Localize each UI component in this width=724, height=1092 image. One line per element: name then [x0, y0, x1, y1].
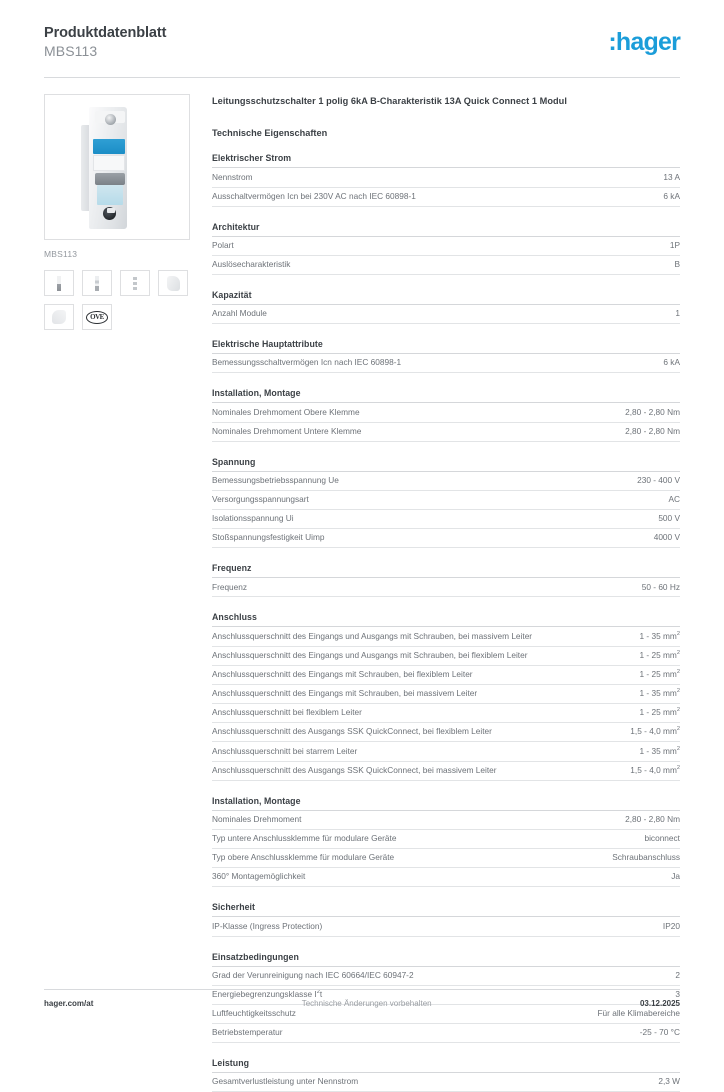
product-heading: Leitungsschutzschalter 1 polig 6kA B-Charakteristik 13A Quick Connect 1 Modul	[212, 96, 567, 107]
spec-value: 1	[675, 308, 680, 319]
spec-row	[212, 742, 680, 761]
spec-label: Anschlussquerschnitt des Ausgangs SSK QuickConnect, bei massivem Leiter	[212, 764, 497, 775]
spec-row	[212, 491, 680, 510]
spec-row	[212, 403, 680, 422]
spec-label: Anschlussquerschnitt bei starrem Leiter	[212, 745, 358, 756]
spec-row	[212, 472, 680, 491]
spec-value: 1P	[669, 239, 680, 250]
spec-value: 500 V	[658, 513, 680, 524]
spec-section-title: Sicherheit	[212, 902, 680, 917]
breaker-side-icon	[95, 276, 99, 291]
spec-label: Nominales Drehmoment Untere Klemme	[212, 425, 362, 436]
spec-section-title: Einsatzbedingungen	[212, 952, 680, 967]
spec-row	[212, 849, 680, 868]
spec-value: Ja	[671, 871, 680, 882]
spec-row	[212, 1024, 680, 1043]
spec-value: 230 - 400 V	[637, 474, 680, 485]
spec-row	[212, 868, 680, 887]
spec-row	[212, 685, 680, 704]
spec-value: 1 - 35 $mm^2$	[639, 630, 680, 641]
title-block	[44, 24, 166, 60]
spec-row	[212, 168, 680, 187]
spec-value: 3	[675, 988, 680, 999]
spec-section-title: Frequenz	[212, 563, 680, 578]
spec-label: Typ untere Anschlussklemme für modulare Geräte	[212, 833, 397, 844]
spec-section-title: Spannung	[212, 457, 680, 472]
spec-label: Typ obere Anschlussklemme für modulare Geräte	[212, 852, 395, 863]
thumb-product-dimensions[interactable]	[120, 270, 150, 296]
breaker-angle2-icon	[52, 310, 66, 324]
spec-value: AC	[668, 494, 680, 505]
spec-row	[212, 666, 680, 685]
spec-row	[212, 354, 680, 373]
spec-row	[212, 811, 680, 830]
thumb-product-front[interactable]	[44, 270, 74, 296]
footer-disclaimer: Technische Änderungen vorbehalten	[301, 999, 432, 1008]
spec-value: 1 - 25 $mm^2$	[639, 649, 680, 660]
spec-row	[212, 647, 680, 666]
spec-row	[212, 723, 680, 742]
spec-section	[212, 339, 680, 373]
spec-row	[212, 967, 680, 986]
spec-section	[212, 1058, 680, 1092]
spec-value: -25 - 70 °C	[639, 1027, 680, 1038]
thumb-product-angle-2[interactable]	[44, 304, 74, 330]
spec-row	[212, 188, 680, 207]
spec-value: 2,80 - 2,80 Nm	[625, 425, 680, 436]
spec-section	[212, 222, 680, 275]
thumb-product-side[interactable]	[82, 270, 112, 296]
spec-label: Grad der Verunreinigung nach IEC 60664/IEC 60947-2	[212, 969, 414, 980]
spec-section-title: Architektur	[212, 222, 680, 237]
thumb-product-angle[interactable]	[158, 270, 188, 296]
spec-row	[212, 830, 680, 849]
spec-row	[212, 627, 680, 646]
specification-sections	[212, 153, 680, 1092]
spec-label: Anschlussquerschnitt des Eingangs und Ausgangs mit Schrauben, bei massivem Leiter	[212, 630, 533, 641]
spec-value: 1 - 25 $mm^2$	[639, 668, 680, 679]
footer-date: 03.12.2025	[639, 999, 680, 1008]
spec-value: 1 - 35 $mm^2$	[639, 688, 680, 699]
spec-row	[212, 704, 680, 723]
technical-properties-title: Technische Eigenschaften	[212, 128, 328, 139]
spec-row	[212, 305, 680, 324]
spec-row	[212, 1073, 680, 1092]
spec-label: Energiebegrenzungsklasse $I^2t$	[212, 988, 323, 999]
spec-label: Betriebstemperatur	[212, 1027, 283, 1038]
spec-section	[212, 796, 680, 888]
spec-row	[212, 256, 680, 275]
page-body	[44, 78, 680, 1092]
spec-label: IP-Klasse (Ingress Protection)	[212, 920, 323, 931]
spec-label: Nominales Drehmoment Obere Klemme	[212, 406, 360, 417]
spec-row	[212, 423, 680, 442]
thumbnail-gallery	[44, 270, 194, 330]
product-media-column	[44, 94, 190, 330]
product-reference: MBS113	[44, 42, 98, 59]
spec-section-title: Installation, Montage	[212, 388, 680, 403]
spec-section	[212, 902, 680, 936]
spec-section-title: Elektrischer Strom	[212, 153, 680, 168]
spec-row	[212, 917, 680, 936]
spec-value: 2	[675, 969, 680, 980]
spec-section	[212, 457, 680, 549]
spec-label: Bemessungsschaltvermögen Icn nach IEC 60898-1	[212, 357, 402, 368]
spec-label: Anschlussquerschnitt des Eingangs und Ausgangs mit Schrauben, bei flexiblem Leiter	[212, 649, 528, 660]
spec-section	[212, 153, 680, 206]
breaker-front-icon	[57, 276, 61, 291]
product-image-caption: MBS113	[44, 249, 78, 260]
spec-row	[212, 510, 680, 529]
spec-value: Für alle Klimabereiche	[597, 1008, 680, 1019]
breaker-toggle-lever	[95, 173, 125, 185]
spec-value: 50 - 60 Hz	[641, 581, 680, 592]
spec-row	[212, 762, 680, 781]
spec-value: 6 kA	[663, 357, 680, 368]
spec-label: Anschlussquerschnitt des Eingangs mit Schrauben, bei flexiblem Leiter	[212, 668, 473, 679]
spec-label: Anschlussquerschnitt des Eingangs mit Schrauben, bei massivem Leiter	[212, 688, 478, 699]
footer-website-link[interactable]: hager.com/at	[44, 999, 94, 1008]
spec-label: Isolationsspannung Ui	[212, 513, 294, 524]
spec-value: 4000 V	[653, 532, 680, 543]
thumb-certification-ove[interactable]	[82, 304, 112, 330]
spec-label: Nominales Drehmoment	[212, 813, 302, 824]
spec-label: Versorgungsspannungsart	[212, 494, 309, 505]
spec-value: 1 - 35 $mm^2$	[639, 745, 680, 756]
spec-label: Luftfeuchtigkeitsschutz	[212, 1008, 296, 1019]
product-image[interactable]	[44, 94, 190, 240]
spec-value: 6 kA	[663, 190, 680, 201]
spec-label: Ausschaltvermögen Icn bei 230V AC nach IEC 60898-1	[212, 190, 416, 201]
spec-label: Gesamtverlustleistung unter Nennstrom	[212, 1076, 359, 1087]
spec-label: Anschlussquerschnitt bei flexiblem Leiter	[212, 707, 362, 718]
spec-value: Schraubanschluss	[612, 852, 680, 863]
breaker-rating-label	[93, 155, 125, 171]
breaker-window	[97, 185, 123, 205]
spec-row	[212, 529, 680, 548]
page-title: Produktdatenblatt	[44, 25, 167, 41]
spec-row	[212, 237, 680, 256]
spec-section-title: Kapazität	[212, 290, 680, 305]
ove-mark-icon: OVE	[86, 311, 108, 324]
dimension-dots-icon	[133, 277, 137, 290]
spec-section-title: Installation, Montage	[212, 796, 680, 811]
spec-value: 2,80 - 2,80 Nm	[625, 406, 680, 417]
spec-value: 1 - 25 $mm^2$	[639, 707, 680, 718]
spec-value: 1,5 - 4,0 $mm^2$	[630, 764, 680, 775]
breaker-brand-label	[93, 139, 125, 154]
spec-section-title: Elektrische Hauptattribute	[212, 339, 680, 354]
page-footer	[44, 989, 680, 1008]
spec-section	[212, 563, 680, 597]
spec-section	[212, 612, 680, 780]
spec-label: Stoßspannungsfestigkeit Uimp	[212, 532, 325, 543]
specifications-column	[190, 94, 680, 1092]
spec-value: 2,3 W	[658, 1076, 680, 1087]
spec-label: Polart	[212, 239, 234, 250]
breaker-angle-icon	[167, 276, 180, 291]
spec-label: Anzahl Module	[212, 308, 267, 319]
spec-value: IP20	[662, 920, 680, 931]
spec-value: B	[674, 259, 680, 270]
hager-logo: :hager	[608, 28, 680, 56]
spec-value: 13 A	[663, 171, 680, 182]
circuit-breaker-illustration	[81, 107, 127, 229]
spec-label: 360° Montagemöglichkeit	[212, 871, 306, 882]
spec-section	[212, 388, 680, 441]
spec-section	[212, 290, 680, 324]
spec-section-title: Anschluss	[212, 612, 680, 627]
spec-row	[212, 578, 680, 597]
spec-value: biconnect	[644, 833, 680, 844]
spec-section-title: Leistung	[212, 1058, 680, 1073]
spec-value: 2,80 - 2,80 Nm	[625, 813, 680, 824]
spec-label: Frequenz	[212, 581, 248, 592]
spec-label: Auslösecharakteristik	[212, 259, 291, 270]
page-header	[44, 0, 680, 60]
spec-value: 1,5 - 4,0 $mm^2$	[630, 726, 680, 737]
spec-label: Nennstrom	[212, 171, 253, 182]
spec-label: Anschlussquerschnitt des Ausgangs SSK QuickConnect, bei flexiblem Leiter	[212, 726, 492, 737]
spec-label: Bemessungsbetriebsspannung Ue	[212, 474, 339, 485]
